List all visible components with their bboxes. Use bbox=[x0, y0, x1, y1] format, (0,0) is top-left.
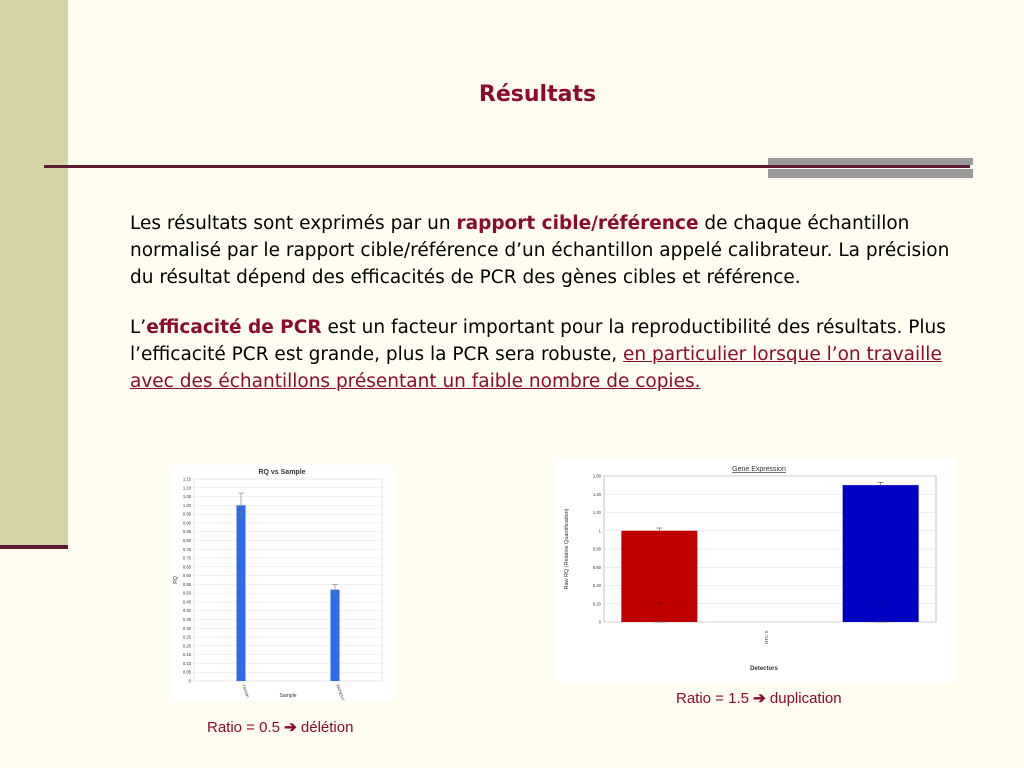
bar bbox=[331, 590, 340, 681]
x-tick-label: Témoin bbox=[241, 683, 251, 699]
y-tick-label: 0.05 bbox=[182, 669, 191, 675]
y-tick-label: 0.90 bbox=[182, 520, 191, 526]
chart-gene-expression bbox=[554, 458, 956, 682]
y-tick-label: 1.20 bbox=[592, 510, 601, 515]
divider-accent-top bbox=[768, 158, 973, 165]
y-tick-label: 0 bbox=[598, 619, 601, 625]
y-tick-label: 0.60 bbox=[592, 564, 601, 570]
p1-text-b: de chaque échantillon normalisé par le rapport cible/référence d’un échantillon appelé calibrateur. La précision du résultat dépend des efficacités de PCR des gènes cibles et référence. bbox=[130, 213, 950, 288]
bar-inner-label: A bbox=[657, 599, 661, 605]
y-tick-label: 0.65 bbox=[182, 564, 191, 570]
y-tick-label: 0.80 bbox=[182, 537, 191, 543]
y-tick-label: 0.95 bbox=[182, 511, 191, 517]
left-band-rule bbox=[0, 545, 68, 549]
chart-rq-svg bbox=[170, 465, 394, 701]
y-tick-label: 1.60 bbox=[592, 473, 601, 479]
y-axis-label: Raw RQ (Relative Quantification) bbox=[564, 508, 570, 590]
p2-bold: efficacité de PCR bbox=[146, 317, 322, 338]
paragraph-ratio bbox=[130, 210, 960, 291]
y-tick-label: 0.25 bbox=[182, 634, 191, 640]
y-tick-label: 0.60 bbox=[182, 573, 191, 579]
y-tick-label: 1.15 bbox=[182, 476, 191, 482]
y-tick-label: 1.40 bbox=[592, 491, 601, 497]
chart-gene-svg bbox=[554, 458, 956, 682]
arrow-right-icon: ➔ bbox=[753, 690, 766, 707]
x-axis-label: Sample bbox=[279, 693, 297, 699]
x-tick-label: PATIENT bbox=[335, 683, 346, 701]
y-tick-label: 1 bbox=[598, 528, 601, 534]
y-tick-label: 0.30 bbox=[182, 625, 191, 631]
y-tick-label: 0.20 bbox=[592, 601, 601, 607]
y-axis-label: RQ bbox=[173, 576, 179, 584]
bar-inner-label: C bbox=[879, 599, 883, 605]
x-tick-label: NTC X bbox=[764, 630, 769, 644]
y-tick-label: 0.40 bbox=[182, 608, 191, 614]
y-tick-label: 0.55 bbox=[182, 581, 191, 587]
y-tick-label: 0.20 bbox=[182, 643, 191, 649]
y-tick-label: 1.00 bbox=[182, 502, 191, 508]
p2-text-a: L’ bbox=[130, 317, 147, 338]
y-tick-label: 0.50 bbox=[182, 590, 191, 596]
y-tick-label: 0.75 bbox=[182, 546, 191, 552]
y-tick-label: 0.35 bbox=[182, 617, 191, 623]
p1-text-a: Les résultats sont exprimés par un bbox=[130, 213, 457, 234]
y-tick-label: 1.10 bbox=[182, 485, 191, 491]
p1-bold: rapport cible/référence bbox=[456, 213, 699, 234]
bar bbox=[621, 531, 697, 622]
bar bbox=[237, 505, 246, 681]
y-tick-label: 0.85 bbox=[182, 529, 191, 535]
divider-accent-bottom bbox=[768, 169, 973, 178]
y-tick-label: 0.70 bbox=[182, 555, 191, 561]
y-tick-label: 0 bbox=[188, 678, 191, 684]
title-divider bbox=[44, 165, 970, 168]
chart-title: RQ vs Sample bbox=[258, 469, 306, 476]
plot-area bbox=[194, 479, 382, 681]
slide-title: Résultats bbox=[478, 82, 597, 107]
body-text bbox=[130, 210, 960, 418]
p2-underline: en particulier lorsque l’on travaille avec des échantillons présentant un faible nombre de copies. bbox=[130, 344, 942, 392]
arrow-right-icon: ➔ bbox=[284, 719, 297, 736]
chart-rq-vs-sample bbox=[170, 465, 394, 701]
paragraph-efficiency bbox=[130, 314, 960, 395]
y-tick-label: 1.05 bbox=[182, 494, 191, 500]
caption-right-text: Ratio = 1.5 bbox=[676, 690, 754, 707]
y-tick-label: 0.45 bbox=[182, 599, 191, 605]
caption-left-result: délétion bbox=[296, 719, 354, 736]
caption-duplication bbox=[676, 689, 842, 707]
caption-right-result: duplication bbox=[765, 690, 842, 707]
y-tick-label: 0.80 bbox=[592, 546, 601, 552]
y-tick-label: 0.10 bbox=[182, 660, 191, 666]
y-tick-label: 0.40 bbox=[592, 583, 601, 588]
caption-left-text: Ratio = 0.5 bbox=[207, 719, 285, 736]
x-axis-label: Detectors bbox=[750, 666, 778, 672]
p2-text-b: est un facteur important pour la reproductibilité des résultats. Plus l’efficacité PCR est grande, plus la PCR sera robuste, bbox=[130, 317, 946, 365]
caption-deletion bbox=[207, 718, 353, 736]
y-tick-label: 0.15 bbox=[182, 652, 191, 658]
chart-title: Gene Expression bbox=[732, 466, 786, 473]
